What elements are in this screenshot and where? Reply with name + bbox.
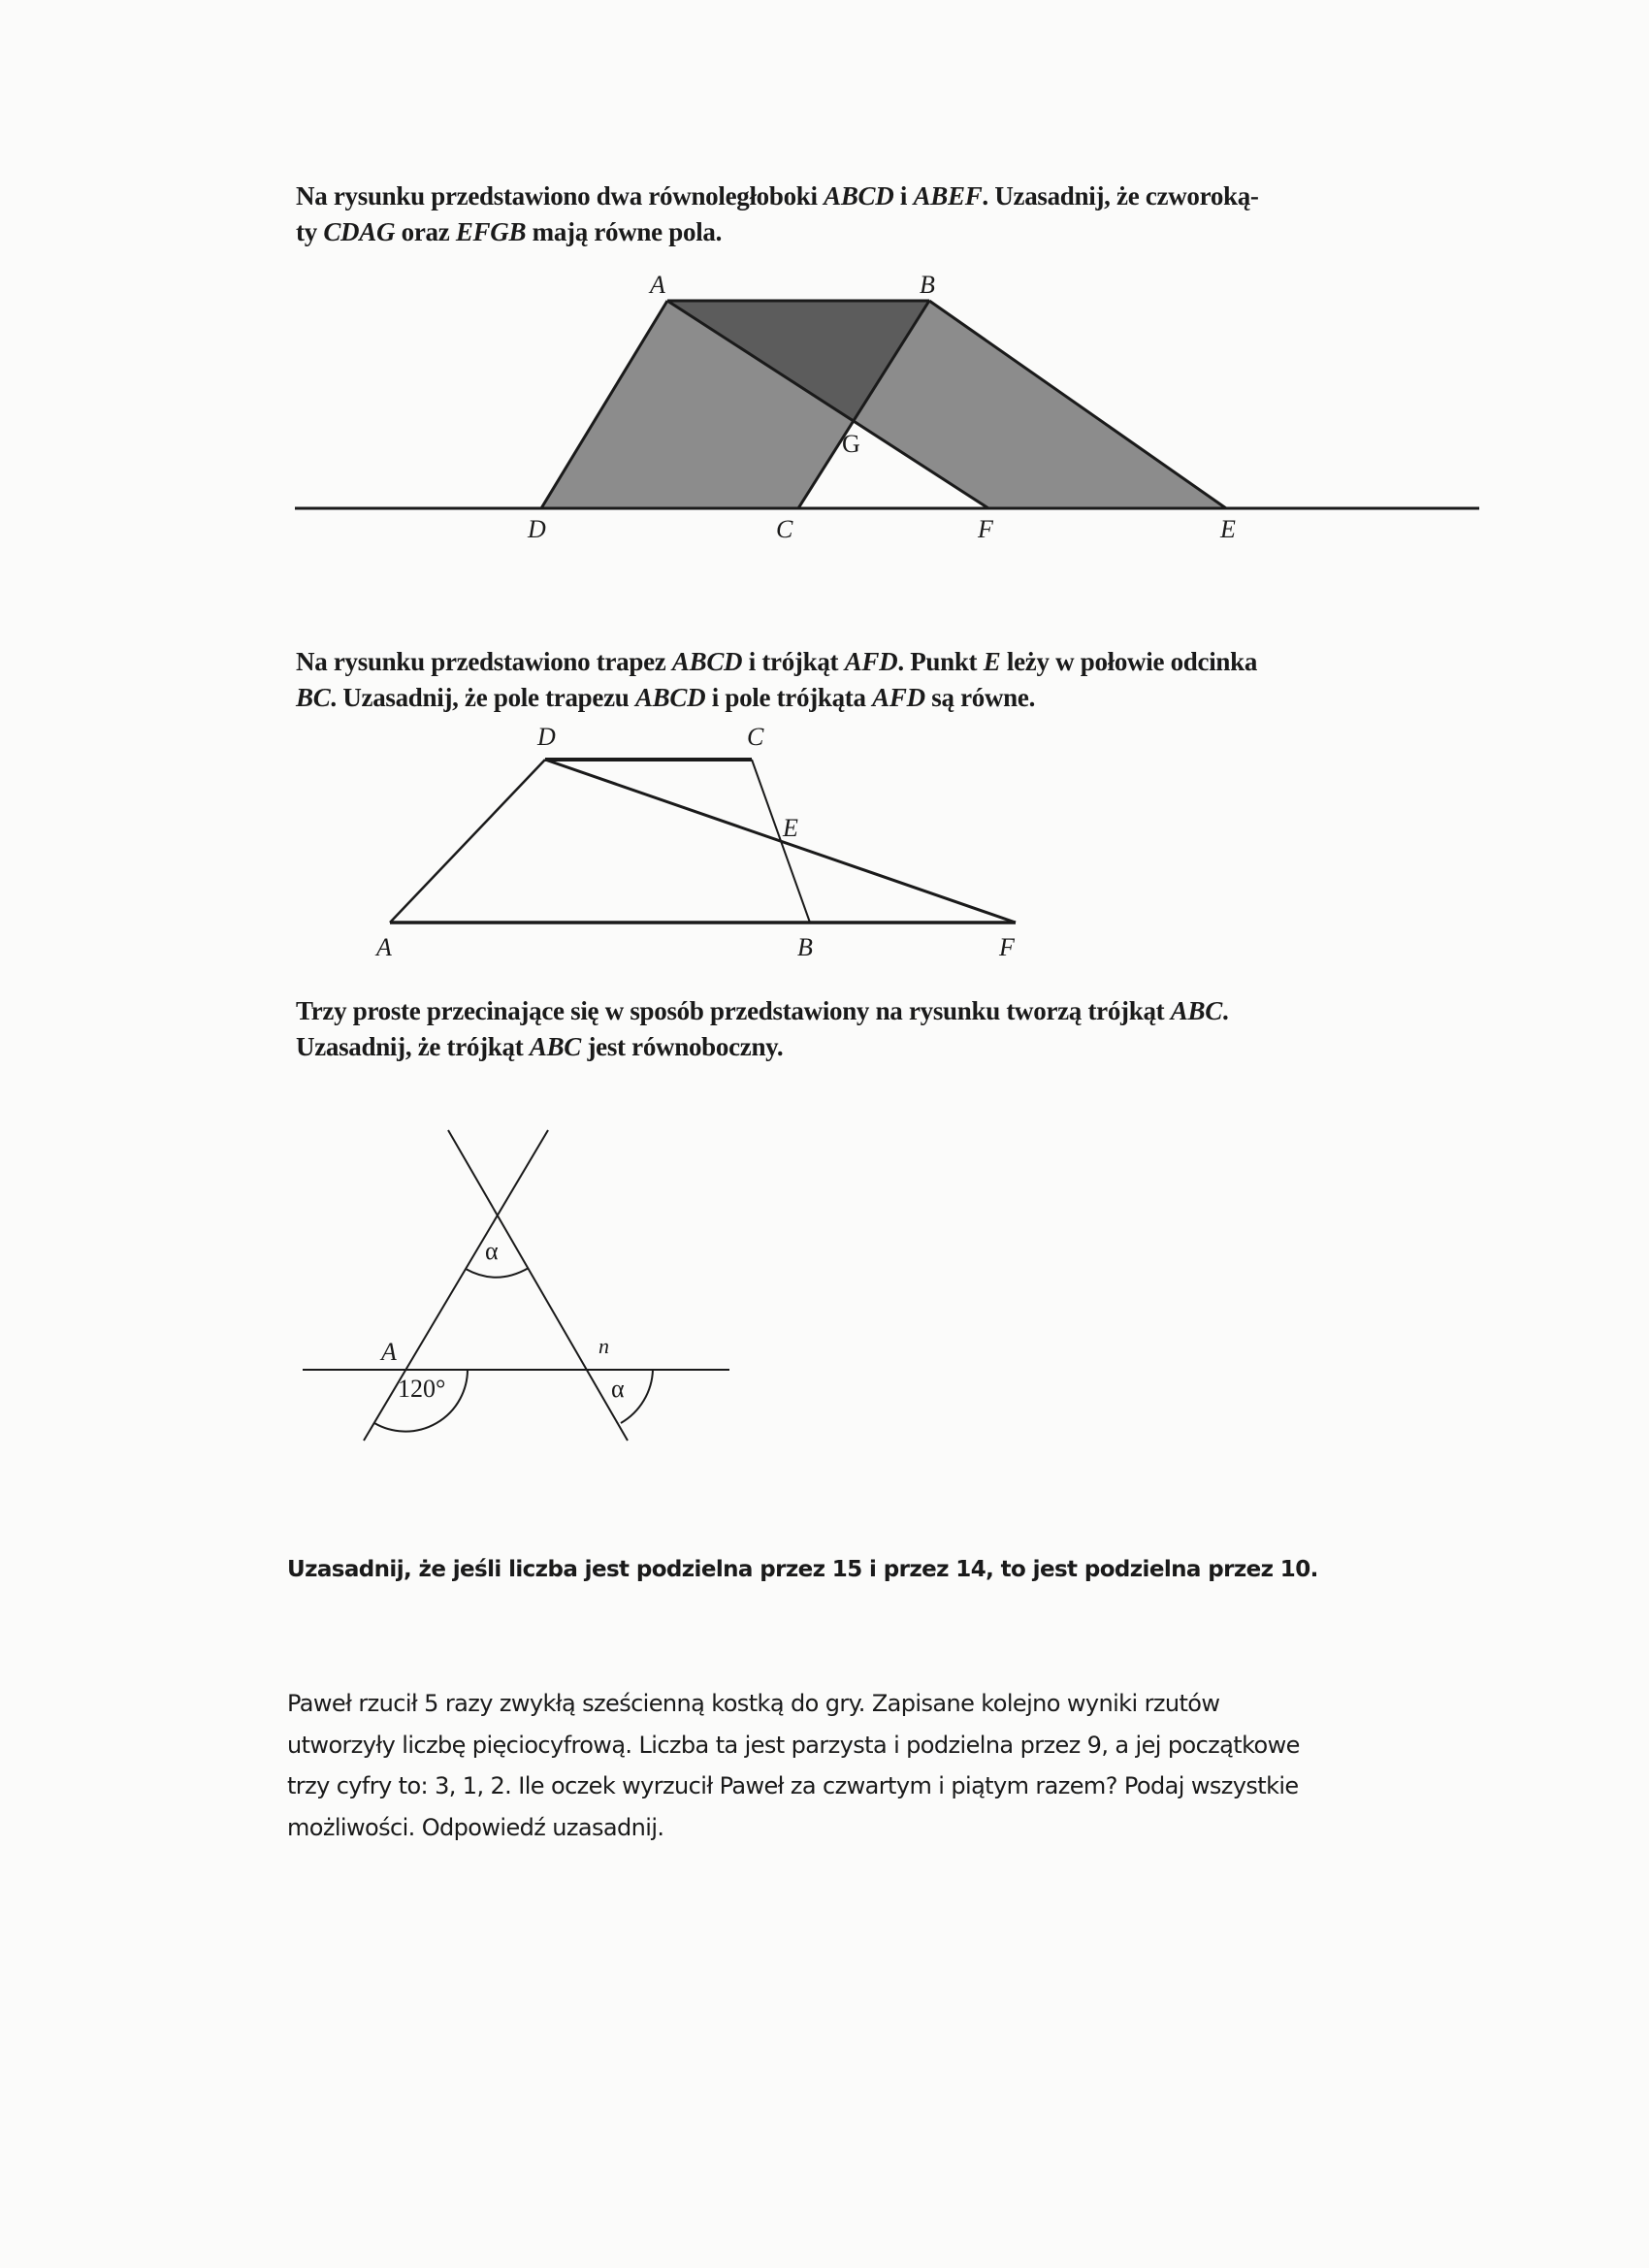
text: ABCD bbox=[671, 647, 743, 676]
text: jest równoboczny. bbox=[581, 1032, 784, 1061]
label-c: C bbox=[747, 723, 764, 751]
figure-three-lines bbox=[303, 1130, 729, 1441]
text: CDAG bbox=[323, 217, 396, 246]
text: EFGB bbox=[455, 217, 527, 246]
text: . Uzasadnij, że czworoką- bbox=[982, 181, 1259, 211]
figure-parallelograms bbox=[295, 271, 1479, 543]
text: ABC bbox=[529, 1032, 581, 1061]
label-b: n bbox=[598, 1334, 609, 1358]
text: ABEF bbox=[913, 181, 983, 211]
task5-line: trzy cyfry to: 3, 1, 2. Ile oczek wyrzucił Paweł za czwartym i piątym razem? Podaj wszystkie bbox=[287, 1772, 1299, 1799]
label-120-degrees: 120° bbox=[398, 1375, 446, 1403]
label-c: C bbox=[776, 515, 793, 543]
label-g: G bbox=[842, 430, 860, 458]
label-a: A bbox=[376, 933, 392, 961]
text: . bbox=[1221, 996, 1229, 1025]
text: leży w połowie odcinka bbox=[1000, 647, 1258, 676]
text: . Punkt bbox=[897, 647, 984, 676]
text: i bbox=[893, 181, 914, 211]
text: AFD bbox=[872, 683, 925, 712]
text: i trójkąt bbox=[742, 647, 845, 676]
text: Na rysunku przedstawiono dwa równoległoboki bbox=[296, 181, 824, 211]
task5-line: możliwości. Odpowiedź uzasadnij. bbox=[287, 1813, 664, 1841]
text: E bbox=[983, 647, 1001, 676]
label-a: A bbox=[381, 1338, 397, 1366]
text: BC bbox=[296, 683, 331, 712]
text: . Uzasadnij, że pole trapezu bbox=[330, 683, 635, 712]
text: Na rysunku przedstawiono trapez bbox=[296, 647, 672, 676]
text: i pole trójkąta bbox=[705, 683, 873, 712]
label-f: F bbox=[999, 933, 1015, 961]
angle-arc-top bbox=[466, 1268, 529, 1278]
label-d: D bbox=[528, 515, 546, 543]
text: ABCD bbox=[824, 181, 894, 211]
label-alpha-right: α bbox=[611, 1375, 625, 1403]
text: ty bbox=[296, 217, 324, 246]
label-b: B bbox=[920, 271, 935, 299]
text: oraz bbox=[395, 217, 456, 246]
label-f: F bbox=[978, 515, 993, 543]
task5-line: utworzyły liczbę pięciocyfrową. Liczba ta jest parzysta i podzielna przez 9, a jej początkowe bbox=[287, 1731, 1300, 1759]
label-e: E bbox=[783, 814, 798, 842]
task5-line: Paweł rzucił 5 razy zwykłą sześcienną kostką do gry. Zapisane kolejno wyniki rzutów bbox=[287, 1690, 1220, 1717]
figure-trapezoid bbox=[390, 760, 1016, 923]
label-d: D bbox=[537, 723, 556, 751]
text: mają równe pola. bbox=[526, 217, 723, 246]
text: Trzy proste przecinające się w sposób przedstawiony na rysunku tworzą trójkąt bbox=[296, 996, 1171, 1025]
text: są równe. bbox=[924, 683, 1036, 712]
text: ABCD bbox=[634, 683, 706, 712]
text: ABC bbox=[1170, 996, 1222, 1025]
label-a: A bbox=[650, 271, 665, 299]
task4-text: Uzasadnij, że jeśli liczba jest podzielna przez 15 i przez 14, to jest podzielna przez 10. bbox=[287, 1557, 1318, 1582]
label-b: B bbox=[797, 933, 813, 961]
text: AFD bbox=[844, 647, 898, 676]
angle-arc-right bbox=[621, 1370, 653, 1423]
label-alpha-top: α bbox=[485, 1237, 499, 1265]
text: Uzasadnij, że trójkąt bbox=[296, 1032, 530, 1061]
label-e: E bbox=[1220, 515, 1236, 543]
